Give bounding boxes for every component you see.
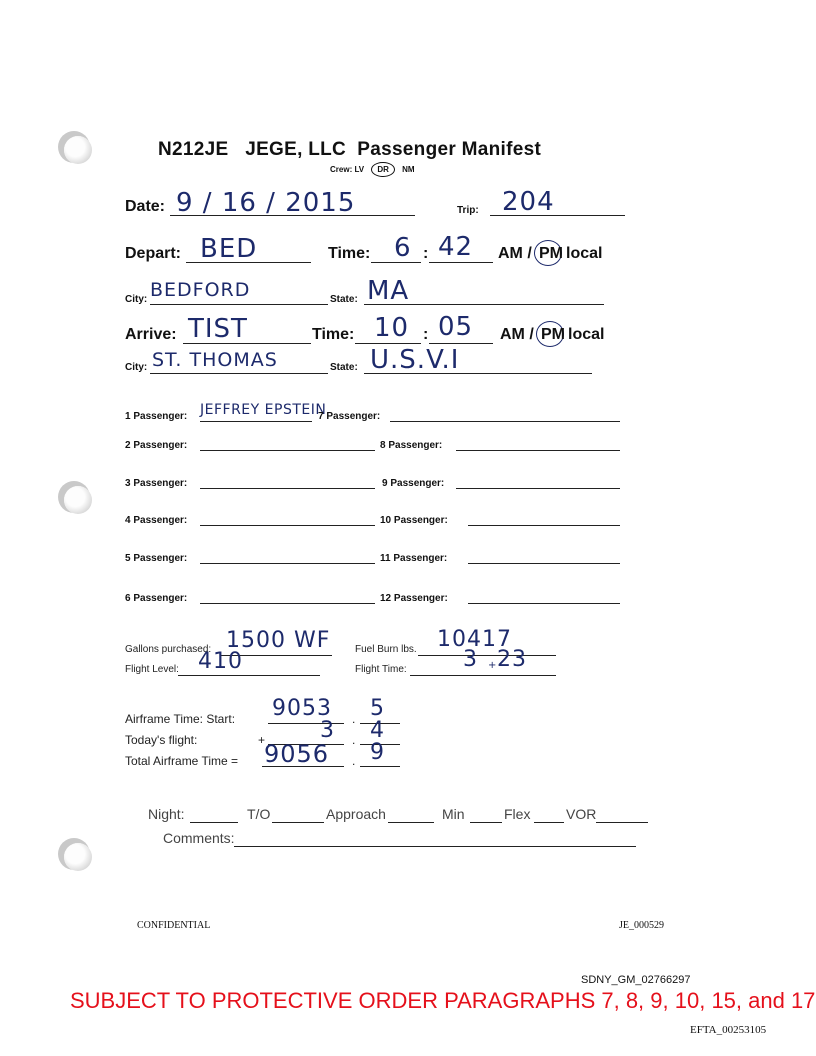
total-airframe-dec: 9 <box>370 740 385 765</box>
je-id: JE_000529 <box>619 920 664 931</box>
arrive-hour: 10 <box>374 313 410 343</box>
passenger-line <box>200 525 375 526</box>
flight-level-label: Flight Level: <box>125 664 179 675</box>
arrive-label: Arrive: <box>125 326 177 343</box>
arrive-city-line <box>150 373 328 374</box>
today-flight-label: Today's flight: <box>125 733 198 747</box>
trip-value: 204 <box>502 187 555 217</box>
passenger-line <box>468 525 620 526</box>
airframe-start-dec: 5 <box>370 696 385 721</box>
passenger-label: 1 Passenger: <box>125 411 188 422</box>
arrive-state-label: State: <box>330 362 358 373</box>
trip-label: Trip: <box>457 205 479 216</box>
depart-ampm: AM / <box>498 245 532 262</box>
passenger-line <box>200 421 312 422</box>
arrive-pm: PM <box>541 326 565 343</box>
passenger-label: 12 Passenger: <box>380 593 448 604</box>
depart-city-line <box>150 304 328 305</box>
comments-label: Comments: <box>163 830 235 846</box>
to-label: T/O <box>247 806 271 822</box>
depart-pm: PM <box>539 245 563 262</box>
gallons-label: Gallons purchased: <box>125 644 212 655</box>
passenger-label: 7 Passenger: <box>318 411 381 422</box>
passenger-line <box>390 421 620 422</box>
passenger-label: 4 Passenger: <box>125 515 188 526</box>
flight-level-line <box>178 675 320 676</box>
today-flight-dot: . <box>352 733 356 747</box>
airframe-start-label: Airframe Time: Start: <box>125 712 236 726</box>
depart-local: local <box>566 245 603 262</box>
arrive-city-label: City: <box>125 362 148 373</box>
crew-lv: LV <box>354 165 365 174</box>
confidential-label: CONFIDENTIAL <box>137 920 211 931</box>
depart-colon: : <box>423 245 429 262</box>
passenger-line <box>200 603 375 604</box>
flight-level-value: 410 <box>198 649 243 674</box>
date-label: Date: <box>125 198 166 215</box>
depart-minute: 42 <box>438 232 474 262</box>
gallons-value: 1500 WF <box>226 628 331 653</box>
approach-label: Approach <box>326 806 386 822</box>
passenger-label: 6 Passenger: <box>125 593 188 604</box>
arrive-value: TIST <box>188 314 248 344</box>
passenger-label: 3 Passenger: <box>125 478 188 489</box>
to-line <box>272 822 324 823</box>
depart-city-label: City: <box>125 294 148 305</box>
flight-time-sep: + <box>488 660 497 671</box>
depart-time-label: Time: <box>328 245 371 262</box>
depart-value: BED <box>200 234 258 264</box>
depart-hour: 6 <box>394 233 412 263</box>
approach-line <box>388 822 434 823</box>
punch-hole-middle <box>64 486 92 514</box>
protective-order-notice: SUBJECT TO PROTECTIVE ORDER PARAGRAPHS 7, 8, 9, 10, 15, and 17 <box>70 988 816 1013</box>
passenger-label: 9 Passenger: <box>382 478 445 489</box>
passenger-value: JEFFREY EPSTEIN <box>200 402 327 418</box>
airframe-start-dot: . <box>352 712 356 726</box>
vor-line <box>596 822 648 823</box>
depart-label: Depart: <box>125 245 182 262</box>
flight-time-line <box>410 675 556 676</box>
today-flight-whole: 3 <box>320 718 335 743</box>
crew-label: Crew: <box>330 165 353 174</box>
arrive-minute: 05 <box>438 312 474 342</box>
min-label: Min <box>442 806 465 822</box>
total-airframe-label: Total Airframe Time = <box>125 754 239 768</box>
flight-time-label: Flight Time: <box>355 664 407 675</box>
fuel-burn-value: 10417 <box>437 627 512 652</box>
passenger-label: 2 Passenger: <box>125 440 188 451</box>
arrive-ampm: AM / <box>500 326 534 343</box>
flight-time-minutes: 23 <box>497 647 527 672</box>
efta-stamp: EFTA_00253105 <box>690 1024 767 1036</box>
arrive-minute-line <box>429 343 493 344</box>
today-flight-dec: 4 <box>370 718 385 743</box>
today-flight-plus: + <box>258 733 266 747</box>
passenger-label: 10 Passenger: <box>380 515 448 526</box>
depart-minute-line <box>429 262 493 263</box>
fuel-burn-label: Fuel Burn lbs. <box>355 644 417 655</box>
page-title: N212JE JEGE, LLC Passenger Manifest <box>158 139 542 160</box>
passenger-line <box>200 450 375 451</box>
sdny-stamp: SDNY_GM_02766297 <box>581 974 691 986</box>
night-line <box>190 822 238 823</box>
punch-hole-top <box>64 136 92 164</box>
min-line <box>470 822 502 823</box>
depart-state-value: MA <box>367 276 410 306</box>
passenger-line <box>468 563 620 564</box>
vor-label: VOR <box>566 806 597 822</box>
depart-city-value: BEDFORD <box>150 279 251 301</box>
passenger-line <box>200 563 375 564</box>
arrive-local: local <box>568 326 605 343</box>
crew-line <box>330 162 415 177</box>
passenger-line <box>468 603 620 604</box>
passenger-line <box>456 488 620 489</box>
flex-label: Flex <box>504 806 531 822</box>
arrive-state-value: U.S.V.I <box>370 345 460 375</box>
arrive-city-value: ST. THOMAS <box>152 349 278 371</box>
total-airframe-dot: . <box>352 754 356 768</box>
passenger-label: 5 Passenger: <box>125 553 188 564</box>
total-airframe-dec-line <box>360 766 400 767</box>
depart-state-label: State: <box>330 294 358 305</box>
punch-hole-bottom <box>64 843 92 871</box>
passenger-line <box>200 488 375 489</box>
comments-line <box>234 846 636 847</box>
crew-dr: DR <box>371 162 395 177</box>
arrive-hour-line <box>355 343 421 344</box>
arrive-time-label: Time: <box>312 326 355 343</box>
fuel-burn-line <box>418 655 556 656</box>
flex-line <box>534 822 564 823</box>
total-airframe-whole: 9056 <box>264 740 330 768</box>
crew-nm: NM <box>402 165 415 174</box>
arrive-colon: : <box>423 326 429 343</box>
passenger-label: 8 Passenger: <box>380 440 443 451</box>
night-label: Night: <box>148 806 185 822</box>
airframe-start-whole: 9053 <box>272 696 332 721</box>
date-value: 9 / 16 / 2015 <box>176 188 356 218</box>
flight-time-hours: 3 <box>463 647 478 672</box>
passenger-label: 11 Passenger: <box>380 553 448 564</box>
passenger-line <box>456 450 620 451</box>
